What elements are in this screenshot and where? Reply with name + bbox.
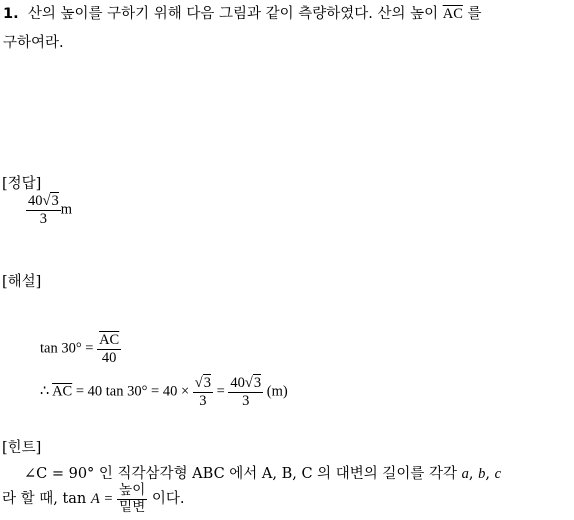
problem-line-1 [3,2,482,23]
explanation-heading: [해설] [2,274,42,290]
eq2-equals: = [216,383,225,400]
problem-text-2: 구하여라. [3,35,64,51]
eq2-f1-den: 3 [199,392,207,409]
hint-line-1: ∠C = 90° 인 직각삼각형 ABC 에서 A, B, C 의 대변의 길이를 각각 a, b, c [24,466,502,482]
answer-denominator: 3 [39,210,47,227]
eq1-numerator: $\overline{AC}$ [99,332,120,348]
eq2-f1-root: 3 [203,375,211,391]
eq1-fraction [97,332,121,366]
answer-unit: m [60,201,72,218]
eq2-f2-coef: 40 [230,375,245,391]
var-A: A [90,491,100,508]
hint-frac-den: 밑변 [119,498,146,515]
eq2-fraction-2: $\frac{40√3}{3}$ [230,375,262,409]
answer-heading: [정답] [2,176,42,192]
eq2-segment: $\overline{AC}$ [52,383,73,400]
eq2-f2-den: 3 [242,392,250,409]
answer-num-coef: 40 [28,193,43,209]
answer-fraction [26,193,61,227]
hint-frac-num: 높이 [119,482,146,498]
eq2-unit: (m) [266,383,288,400]
var-c: c [494,466,502,482]
hint-text-2a: 라 할 때, tan [2,491,87,508]
therefore-symbol: ∴ [40,383,50,400]
eq1-denominator: 40 [101,349,117,366]
var-a: a [461,466,469,482]
segment-ac: $\overline{AC}$ [442,6,463,22]
eq2-f2-root: 3 [253,375,262,391]
hint-text-1: ∠C = 90° 인 직각삼각형 ABC 에서 A, B, C 의 대변의 길이를 각각 [24,466,458,482]
answer-value [26,193,72,227]
explanation-eq-2 [40,375,288,409]
hint-line-2 [2,483,184,515]
answer-numerator: 40√3 [28,193,59,209]
hint-heading: [힌트] [2,440,42,456]
eq1-lhs: tan 30° = [40,340,94,357]
problem-text-1b: 를 [467,6,482,22]
problem-number: 1. [3,6,19,22]
explanation-eq-1 [40,332,121,366]
hint-fraction [117,483,147,515]
eq2-fraction-1: $\frac{√3}{3}$ [194,375,211,409]
eq2-middle: = 40 tan 30° = 40 × [75,383,190,400]
var-b: b [478,466,486,482]
answer-num-root: 3 [51,193,59,209]
hint-equals: = [104,491,113,508]
hint-text-2b: 이다. [151,491,185,508]
problem-text-1: 산의 높이를 구하기 위해 다음 그림과 같이 측량하였다. 산의 높이 [27,6,439,22]
